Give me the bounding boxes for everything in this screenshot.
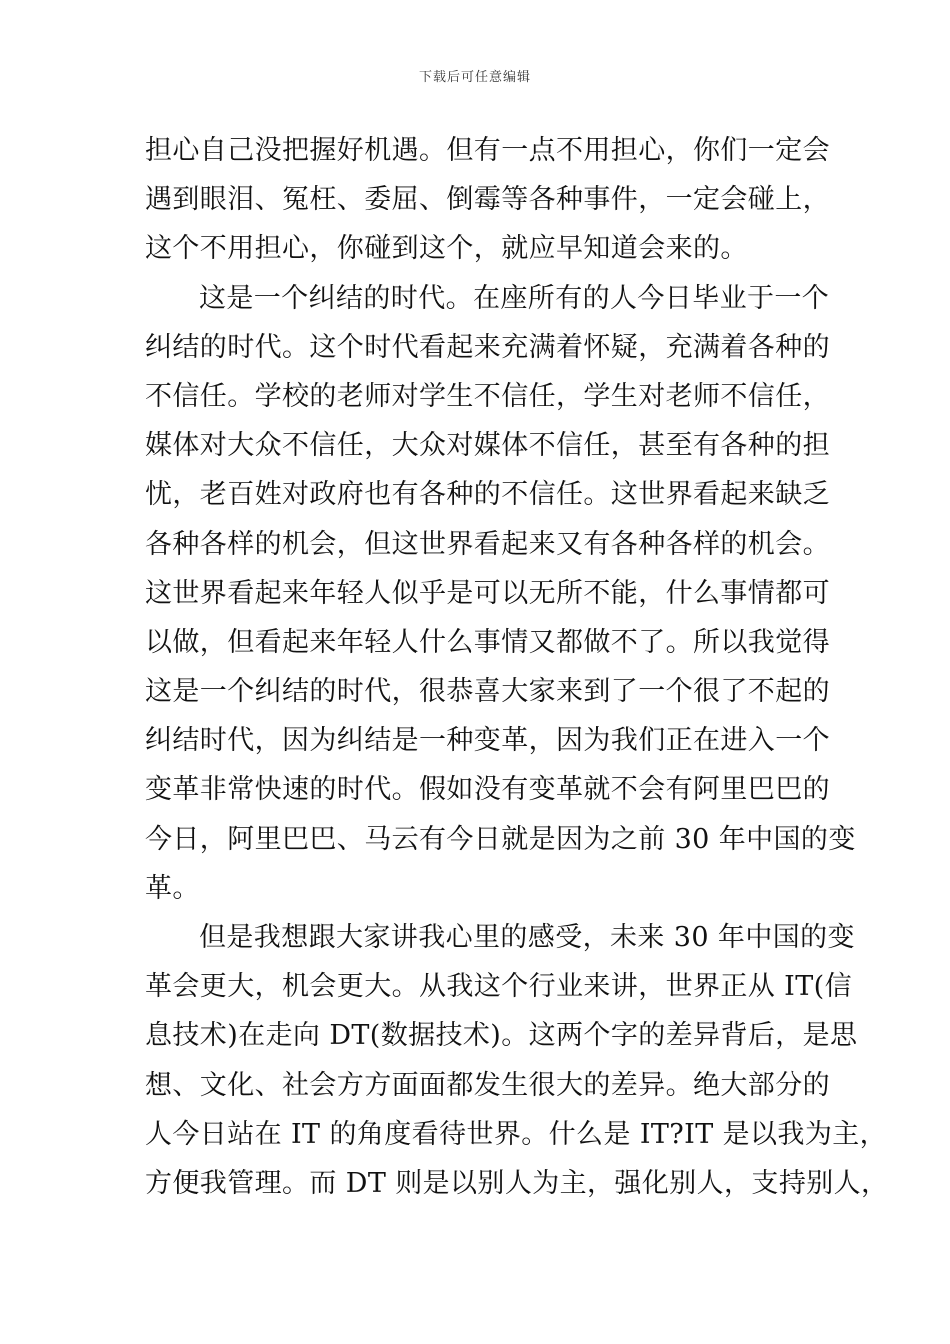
text-line: 方便我管理。而 DT 则是以别人为主，强化别人，支持别人，: [145, 1167, 889, 1199]
text-line: 不信任。学校的老师对学生不信任，学生对老师不信任，: [145, 380, 830, 412]
text-line: 革。: [145, 872, 200, 904]
text-line: 各种各样的机会，但这世界看起来又有各种各样的机会。: [145, 528, 830, 560]
page-header: 下载后可任意编辑: [418, 70, 531, 85]
text-line: 忧，老百姓对政府也有各种的不信任。这世界看起来缺乏: [145, 479, 830, 511]
text-line: 纠结的时代。这个时代看起来充满着怀疑，充满着各种的: [145, 331, 830, 363]
text-line: 息技术)在走向 DT(数据技术)。这两个字的差异背后，是思: [145, 1020, 858, 1052]
text-line: 遇到眼泪、冤枉、委屈、倒霉等各种事件，一定会碰上，: [145, 184, 830, 216]
body-text: [145, 126, 889, 1208]
text-line: 这世界看起来年轻人似乎是可以无所不能，什么事情都可: [145, 577, 830, 609]
text-line: 革会更大，机会更大。从我这个行业来讲，世界正从 IT(信: [145, 971, 852, 1003]
text-line: 但是我想跟大家讲我心里的感受，未来 30 年中国的变: [199, 922, 855, 953]
text-line: 以做，但看起来年轻人什么事情又都做不了。所以我觉得: [145, 626, 830, 658]
text-line: 变革非常快速的时代。假如没有变革就不会有阿里巴巴的: [145, 774, 830, 806]
text-line: 担心自己没把握好机遇。但有一点不用担心，你们一定会: [145, 135, 830, 166]
text-line: 这是一个纠结的时代，很恭喜大家来到了一个很了不起的: [145, 676, 830, 708]
text-line: 这是一个纠结的时代。在座所有的人今日毕业于一个: [199, 282, 830, 314]
text-line: 想、文化、社会方方面面都发生很大的差异。绝大部分的: [145, 1069, 830, 1101]
text-line: 媒体对大众不信任，大众对媒体不信任，甚至有各种的担: [145, 430, 830, 462]
text-line: 纠结时代，因为纠结是一种变革，因为我们正在进入一个: [145, 725, 830, 757]
text-line: 这个不用担心，你碰到这个，就应早知道会来的。: [145, 233, 748, 265]
text-line: 人今日站在 IT 的角度看待世界。什么是 IT?IT 是以我为主，: [145, 1118, 888, 1150]
text-line: 今日，阿里巴巴、马云有今日就是因为之前 30 年中国的变: [145, 823, 856, 855]
